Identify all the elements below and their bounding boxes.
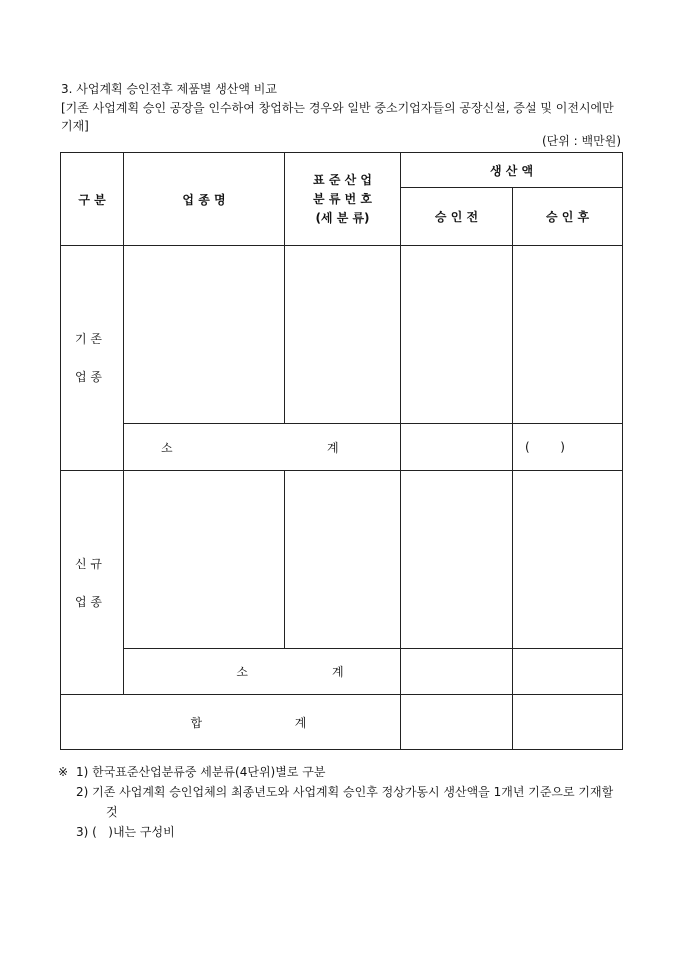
header-industry-name: 업 종 명 [124,153,285,246]
production-comparison-table [60,152,623,750]
new-subtotal-before-cell[interactable] [401,649,513,695]
new-subtotal-right: 계 [332,665,344,679]
footnote-2: 2) 기존 사업계획 승인업체의 최종년도와 사업계획 승인후 정상가동시 생산액을 1개년 기준으로 기재할 것 [76,785,614,819]
header-industry-code-line2: 분 류 번 호 [313,191,372,206]
existing-ratio-paren: ( ) [525,440,565,454]
existing-industry-name-cell[interactable] [124,246,285,424]
new-industry-name-cell[interactable] [124,471,285,649]
new-industry-code-cell[interactable] [285,471,401,649]
existing-subtotal-label [124,424,401,471]
header-after-approval: 승 인 후 [513,188,623,246]
header-industry-code-line1: 표 준 산 업 [313,172,372,187]
unit-label: (단위 : 백만원) [542,134,621,148]
footnote-1-text: 1) 한국표준산업분류중 세분류(4단위)별로 구분 [76,765,326,779]
note-mark: ※ [58,765,69,779]
existing-before-cell[interactable] [401,246,513,424]
grand-total-right: 계 [294,715,307,730]
existing-industry-code-cell[interactable] [285,246,401,424]
row-label-existing [61,246,124,471]
footnote-1 [58,762,624,782]
grand-total-label [61,695,401,750]
existing-subtotal-after-cell[interactable] [513,424,623,471]
header-category: 구 분 [61,153,124,246]
row-label-new-line1: 신 규 [75,556,102,571]
new-subtotal-after-cell[interactable] [513,649,623,695]
row-label-new-line2: 업 종 [75,594,102,609]
grand-total-after-cell[interactable] [513,695,623,750]
grand-total-left: 합 [190,715,203,730]
intro-text: [기존 사업계획 승인 공장을 인수하여 창업하는 경우와 일반 중소기업자들의 공장신설, 증설 및 이전시에만 기재] [61,101,614,133]
existing-subtotal-right: 계 [327,440,339,455]
existing-after-cell[interactable] [513,246,623,424]
header-before-approval: 승 인 전 [401,188,513,246]
new-subtotal-left: 소 [236,665,248,679]
grand-total-before-cell[interactable] [401,695,513,750]
section-heading: 3. 사업계획 승인전후 제품별 생산액 비교 [61,82,277,96]
existing-subtotal-left: 소 [161,440,173,455]
new-before-cell[interactable] [401,471,513,649]
footnote-3: 3) ( )내는 구성비 [76,825,175,839]
header-industry-code [285,153,401,246]
row-label-new [61,471,124,695]
new-subtotal-label [124,649,401,695]
new-after-cell[interactable] [513,471,623,649]
header-production-amount: 생 산 액 [401,153,623,188]
row-label-existing-line1: 기 존 [75,332,102,346]
row-label-existing-line2: 업 종 [75,370,102,384]
header-industry-code-line3: (세 분 류) [315,210,370,225]
footnotes [58,762,624,842]
existing-subtotal-before-cell[interactable] [401,424,513,471]
